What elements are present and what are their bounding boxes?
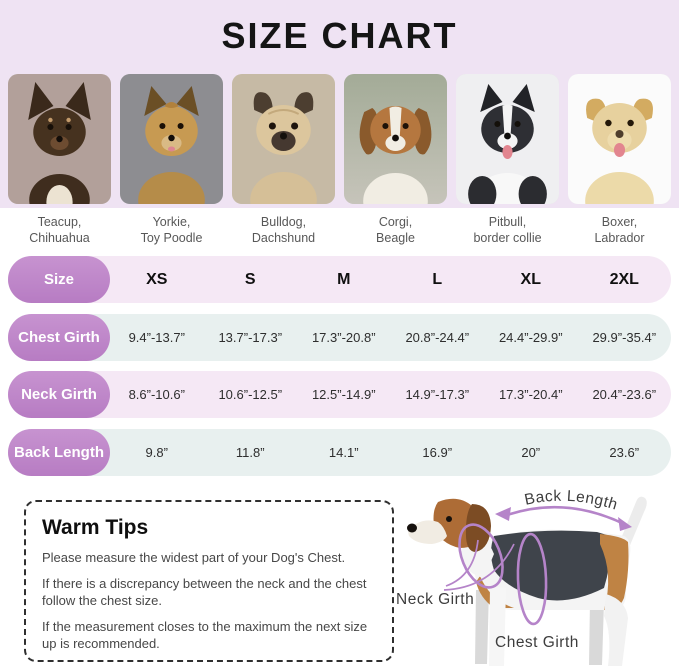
neck-cell-l: 14.9”-17.3” [405,387,470,402]
neck-cell-2xl: 20.4”-23.6” [592,387,657,402]
neck-girth-label: Neck Girth [396,591,475,608]
breed-label-pitbull-border-collie: Pitbull, border collie [473,215,542,245]
warm-tip-2: If there is a discrepancy between the neck and the chest follow the chest size. [42,575,367,608]
back-cell-xs: 9.8” [145,445,168,460]
breed-label-yorkie-toy-poodle: Yorkie, Toy Poodle [140,215,203,245]
border-collie-photo [456,74,559,204]
labrador-photo [568,74,671,204]
back-cell-xl: 20” [521,445,541,460]
breed-label-corgi-beagle: Corgi, Beagle [376,215,415,245]
pug-photo [232,74,335,204]
table-row-size [8,256,671,303]
warm-tips-title: Warm Tips [42,516,149,539]
chest-cell-m: 17.3”-20.8” [311,330,376,345]
chest-cell-xl: 24.4”-29.9” [498,330,563,345]
warm-tips-box [24,500,394,662]
chihuahua-puppy-photo [8,74,111,204]
back-cell-m: 14.1” [328,445,359,460]
warm-tip-1: Please measure the widest part of your Dog's Chest. [42,550,346,565]
size-cell-s: S [244,270,256,288]
breed-photo-row [8,74,671,204]
table-row-back-length [8,429,671,476]
chest-cell-2xl: 29.9”-35.4” [592,330,657,345]
row-header-chest-girth: Chest Girth [8,314,110,361]
row-header-back-length: Back Length [8,429,110,476]
back-cell-2xl: 23.6” [609,445,640,460]
table-row-neck-girth [8,371,671,418]
back-cell-l: 16.9” [422,445,453,460]
measurement-diagram [392,482,679,672]
beagle-photo [344,74,447,204]
back-length-arrowhead-left [495,507,511,521]
breed-label-boxer-labrador: Boxer, Labrador [594,215,645,245]
neck-cell-xl: 17.3”-20.4” [498,387,563,402]
size-cell-xl: XL [520,270,541,288]
yorkie-puppy-photo [120,74,223,204]
size-cell-l: L [432,270,443,288]
warm-tip-3: If the measurement closes to the maximum the next size up is recommended. [42,618,368,651]
size-cell-xs: XS [146,270,168,288]
chest-cell-s: 13.7”-17.3” [218,330,283,345]
table-row-chest-girth [8,314,671,361]
page-title: SIZE CHART [221,15,458,56]
chest-cell-l: 20.8”-24.4” [405,330,470,345]
back-length-label: Back Length [523,487,620,514]
row-header-neck-girth: Neck Girth [8,371,110,418]
neck-cell-xs: 8.6”-10.6” [128,387,185,402]
breed-label-row [8,214,671,246]
breed-label-teacup-chihuahua: Teacup, Chihuahua [29,215,90,245]
chest-girth-label: Chest Girth [495,634,579,651]
chest-cell-xs: 9.4”-13.7” [128,330,185,345]
breed-label-bulldog-dachshund: Bulldog, Dachshund [251,215,316,245]
size-cell-2xl: 2XL [609,270,639,288]
back-cell-s: 11.8” [235,445,265,460]
neck-cell-m: 12.5”-14.9” [311,387,376,402]
neck-cell-s: 10.6”-12.5” [218,387,283,402]
size-cell-m: M [337,270,351,288]
row-header-size: Size [8,256,110,303]
